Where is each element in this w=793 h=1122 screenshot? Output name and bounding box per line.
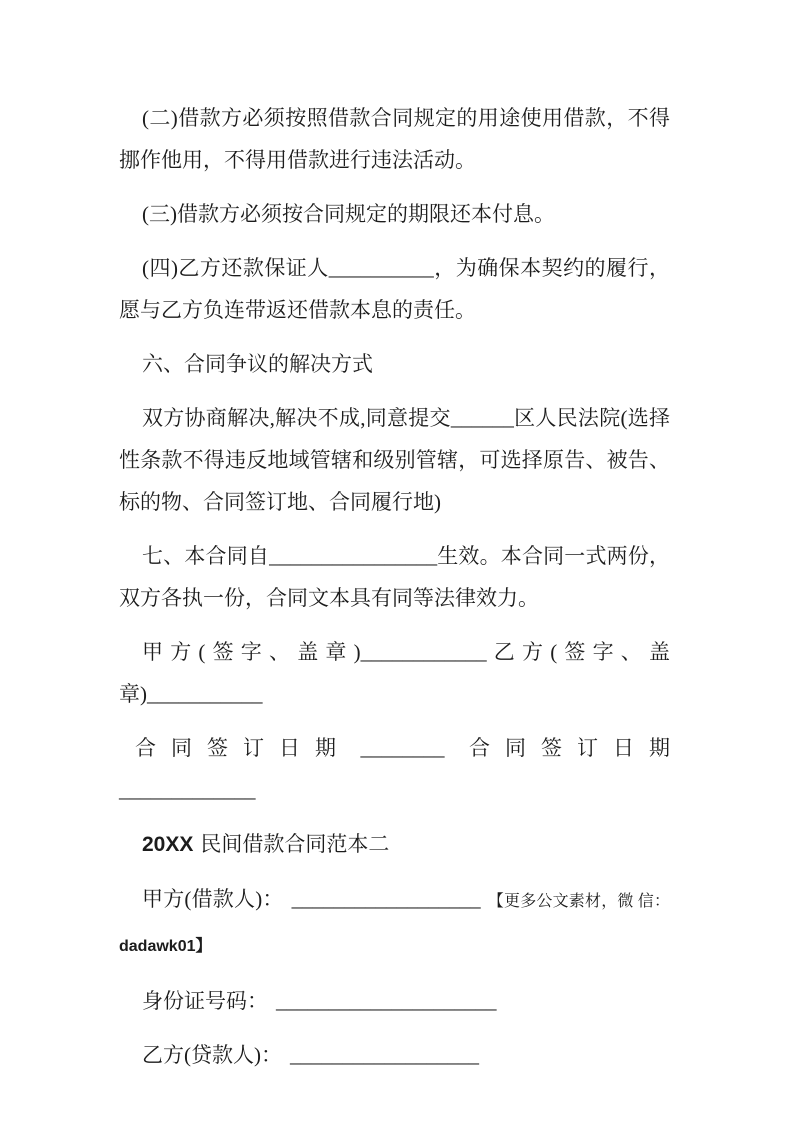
section-7-prefix: 七、本合同自: [142, 544, 270, 568]
guarantor-blank-line: __________: [328, 256, 434, 280]
watermark-wechat-id: dadawk01】: [119, 938, 212, 955]
party-a-borrower-row: [119, 878, 670, 968]
dispute-prefix: 双方协商解决,解决不成,同意提交: [142, 406, 451, 430]
clause-4-suffix: ，为确保本契约的履行，愿与乙方负连带返还借款本息的责任。: [119, 256, 670, 322]
id-number-label: 身份证号码：: [142, 989, 268, 1013]
id-number-blank-line: _____________________: [276, 989, 497, 1013]
dispute-suffix: 区人民法院(选择性条款不得违反地域管辖和级别管辖，可选择原告、被告、标的物、合同签订地、合同履行地): [119, 406, 671, 514]
party-a-borrower-blank-line: __________________: [291, 887, 481, 911]
template-2-year: 20XX: [142, 833, 194, 856]
dispute-resolution-paragraph: [119, 397, 670, 523]
sign-date-blank-wrapped-line: _____________: [119, 778, 256, 802]
party-a-signature-label: 甲方(签字、盖章): [142, 640, 361, 664]
sign-date-label-left: 合同签订日期: [135, 736, 351, 760]
party-a-signature-blank-line: ____________: [360, 640, 487, 664]
section-6-heading: 六、合同争议的解决方式: [142, 352, 373, 376]
effective-date-blank-line: ________________: [269, 544, 438, 568]
section-7-paragraph: [119, 535, 670, 619]
signature-row: [119, 631, 670, 715]
section-7-suffix: 生效。本合同一式两份，双方各执一份，合同文本具有同等法律效力。: [119, 544, 671, 610]
clause-4-paragraph: [119, 247, 670, 331]
watermark-note-text: 【更多公文素材，微 信：: [487, 893, 670, 910]
court-district-blank-line: ______: [450, 406, 514, 430]
sign-date-blank-left: ________: [360, 736, 445, 760]
sign-date-row: [119, 727, 685, 769]
party-a-borrower-label: 甲方(借款人)：: [142, 887, 284, 911]
clause-3-paragraph: (三)借款方必须按合同规定的期限还本付息。: [142, 202, 555, 226]
template-2-title: [119, 823, 670, 866]
party-b-lender-blank-line: __________________: [290, 1043, 479, 1067]
party-b-lender-label: 乙方(贷款人)：: [142, 1043, 282, 1067]
sign-date-label-right: 合同签订日期: [469, 736, 685, 760]
id-number-row: [119, 980, 670, 1022]
party-b-lender-row: [119, 1034, 670, 1076]
sign-date-group: [119, 727, 685, 811]
clause-4-prefix: (四)乙方还款保证人: [142, 256, 329, 280]
template-2-title-text: 民间借款合同范本二: [200, 832, 390, 856]
party-b-signature-label: 乙方(签字、盖章): [119, 640, 670, 706]
clause-2-paragraph: (二)借款方必须按照借款合同规定的用途使用借款，不得挪作他用，不得用借款进行违法活动。: [119, 106, 670, 172]
party-b-signature-blank-line: ___________: [147, 682, 263, 706]
